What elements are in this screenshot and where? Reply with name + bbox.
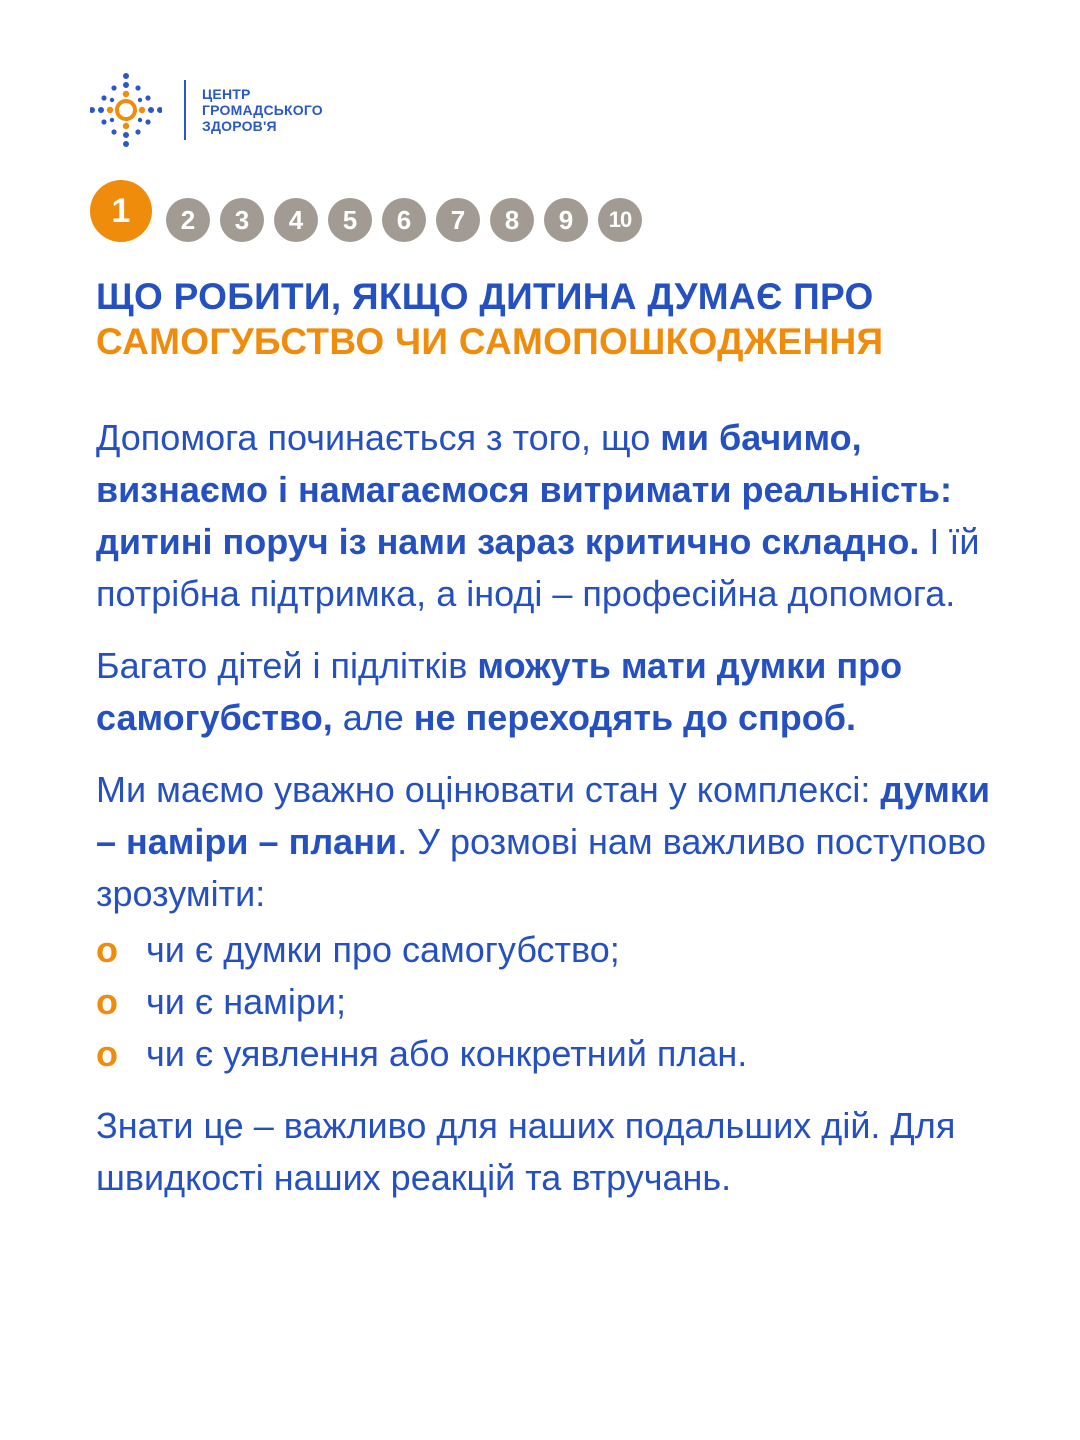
bullet-icon: o — [96, 929, 118, 970]
text-span: . У розмові нам важливо поступово зрозуміти: — [96, 821, 986, 914]
body-text — [96, 412, 996, 1224]
paragraph-many-children — [96, 640, 996, 744]
logo-divider — [184, 80, 186, 140]
page-dot: 8 — [490, 198, 534, 242]
org-logo — [90, 72, 323, 148]
paragraph-know-this: Знати це – важливо для наших подальших дій. Для швидкості наших реакцій та втручань. — [96, 1105, 956, 1198]
bold-span: ми бачимо, визнаємо і намагаємося витримати реальність: дитині поруч із нами зараз критично складно. — [96, 417, 953, 562]
paragraph-help-begins — [96, 412, 996, 620]
page-dot: 2 — [166, 198, 210, 242]
bullet-list — [96, 924, 996, 1080]
title-line-blue: ЩО РОБИТИ, ЯКЩО ДИТИНА ДУМАЄ ПРО — [96, 276, 874, 317]
text-span: Допомога починається з того, що — [96, 417, 661, 458]
org-emblem-icon — [90, 72, 162, 148]
page-dot: 10 — [598, 198, 642, 242]
list-item — [96, 1028, 996, 1080]
bullet-icon: o — [96, 981, 118, 1022]
list-item-text: чи є думки про самогубство; — [146, 929, 620, 970]
page-dot: 6 — [382, 198, 426, 242]
paragraph-assess-complex — [96, 764, 996, 920]
page-dot: 4 — [274, 198, 318, 242]
page-dot: 5 — [328, 198, 372, 242]
list-item — [96, 924, 996, 976]
text-span: але — [332, 697, 414, 738]
page-dot-active: 1 — [90, 180, 152, 242]
bold-span: можуть мати думки про самогубство, — [96, 645, 903, 738]
org-name — [202, 86, 323, 134]
title-line-orange: САМОГУБСТВО ЧИ САМОПОШКОДЖЕННЯ — [96, 321, 884, 362]
bullet-icon: o — [96, 1033, 118, 1074]
bold-span: думки – наміри – плани — [96, 769, 991, 862]
page-dot: 9 — [544, 198, 588, 242]
org-name-line: ГРОМАДСЬКОГО — [202, 102, 323, 118]
page-dot: 3 — [220, 198, 264, 242]
text-span: Ми маємо уважно оцінювати стан у комплексі: — [96, 769, 881, 810]
list-item-text: чи є уявлення або конкретний план. — [146, 1033, 748, 1074]
org-name-line: ЗДОРОВ'Я — [202, 118, 277, 134]
list-item-text: чи є наміри; — [146, 981, 347, 1022]
page-dot: 7 — [436, 198, 480, 242]
text-span: Багато дітей і підлітків — [96, 645, 478, 686]
text-span: І їй потрібна підтримка, а іноді – професійна допомога. — [96, 521, 980, 614]
page-title — [96, 274, 1026, 364]
org-name-line: ЦЕНТР — [202, 86, 251, 102]
bold-span: не переходять до спроб. — [413, 697, 856, 738]
list-item — [96, 976, 996, 1028]
